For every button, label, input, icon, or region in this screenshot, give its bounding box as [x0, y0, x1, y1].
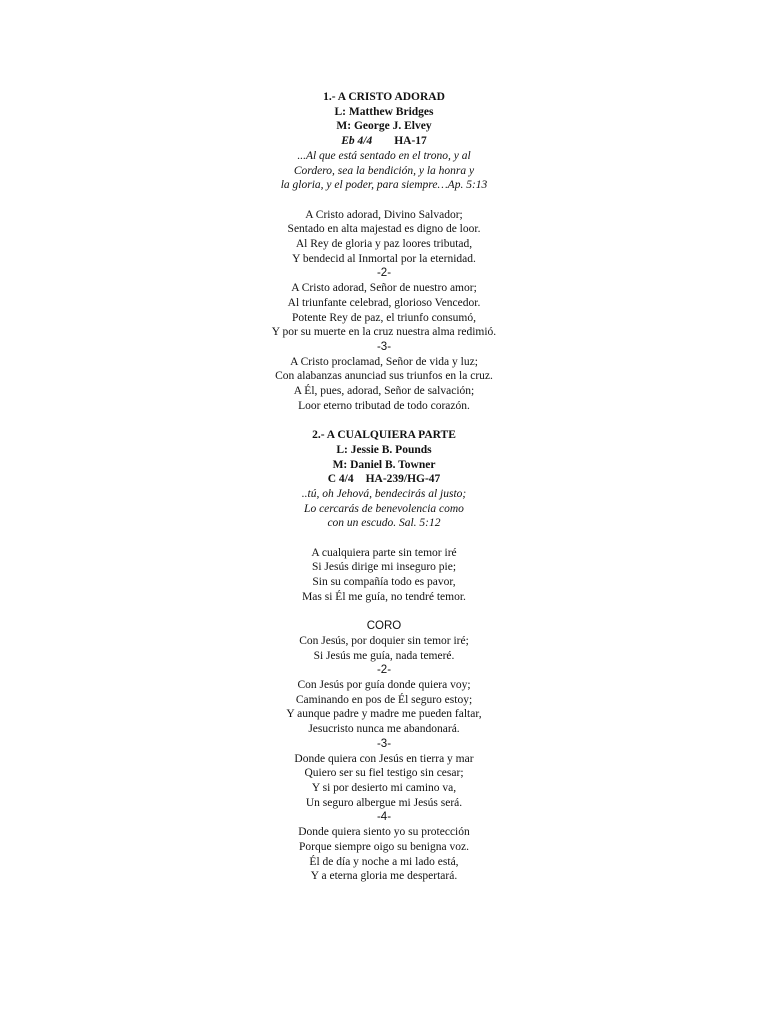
lyric-line: Él de día y noche a mi lado está, — [309, 855, 459, 868]
hymn-verse-1 — [0, 208, 768, 267]
hymn-key: Eb 4/4 — [341, 135, 373, 148]
lyric-line: A cualquiera parte sin temor iré — [311, 546, 457, 559]
verse-number: -4- — [376, 811, 392, 824]
hymn-epigraph — [0, 487, 768, 531]
lyric-line: Porque siempre oigo su benigna voz. — [299, 840, 469, 853]
lyric-line: Donde quiera siento yo su protección — [298, 826, 470, 839]
epigraph-line: ..tú, oh Jehová, bendecirás al justo; — [301, 487, 467, 500]
lyric-line: A Él, pues, adorad, Señor de salvación; — [293, 385, 475, 398]
lyric-line: A Cristo adorad, Señor de nuestro amor; — [291, 282, 477, 295]
lyric-line: Y aunque padre y madre me pueden faltar, — [286, 708, 482, 721]
lyric-line: Con alabanzas anunciad sus triunfos en la cruz. — [275, 370, 493, 383]
hymn-lyricist: L: Matthew Bridges — [334, 105, 434, 118]
verse-number: -3- — [376, 340, 392, 353]
lyric-line: A Cristo proclamad, Señor de vida y luz; — [290, 355, 478, 368]
lyric-line: Quiero ser su fiel testigo sin cesar; — [304, 767, 464, 780]
lyric-line: Y si por desierto mi camino va, — [311, 781, 457, 794]
epigraph-line: Cordero, sea la bendición, y la honra y — [293, 164, 475, 177]
lyric-line: Y a eterna gloria me despertará. — [310, 870, 458, 883]
lyric-line: Jesucristo nunca me abandonará. — [308, 723, 460, 736]
hymn-composer: M: George J. Elvey — [336, 120, 432, 133]
lyric-line: Mas si Él me guía, no tendré temor. — [302, 590, 466, 603]
lyric-line: Donde quiera con Jesús en tierra y mar — [294, 752, 474, 765]
hymn-key-line — [0, 134, 768, 149]
epigraph-line: Lo cercarás de benevolencia como — [304, 502, 464, 515]
hymn-epigraph — [0, 149, 768, 193]
lyric-line: Un seguro albergue mi Jesús será. — [305, 796, 463, 809]
verse-number: -2- — [376, 267, 392, 280]
hymn-key: C 4/4 — [327, 473, 354, 486]
hymn-lyricist: L: Jessie B. Pounds — [336, 443, 432, 456]
hymn-composer: M: Daniel B. Towner — [332, 458, 436, 471]
lyric-line: Al triunfante celebrad, glorioso Vencedor. — [287, 296, 481, 309]
lyric-line: Con Jesús por guía donde quiera voy; — [297, 679, 471, 692]
epigraph-line: con un escudo. Sal. 5:12 — [327, 517, 441, 530]
hymn-code: HA-17 — [394, 135, 427, 148]
hymn-code: HA-239/HG-47 — [365, 473, 441, 486]
lyric-line: Sentado en alta majestad es digno de loor. — [287, 223, 481, 236]
epigraph-line: ...Al que está sentado en el trono, y al — [297, 149, 471, 162]
hymnal-page — [0, 90, 768, 884]
lyric-line: Caminando en pos de Él seguro estoy; — [295, 693, 473, 706]
hymn-verse-2 — [0, 678, 768, 737]
hymn-title: 1.- A CRISTO ADORAD — [323, 91, 445, 103]
verse-number: -2- — [376, 664, 392, 677]
lyric-line: Si Jesús me guía, nada temeré. — [313, 649, 455, 662]
verse-number: -3- — [376, 737, 392, 750]
hymn-chorus — [0, 634, 768, 663]
lyric-line: Y bendecid al Inmortal por la eternidad. — [292, 252, 476, 265]
lyric-line: Y por su muerte en la cruz nuestra alma redimió. — [271, 326, 497, 339]
lyric-line: Loor eterno tributad de todo corazón. — [298, 399, 470, 412]
lyric-line: Al Rey de gloria y paz loores tributad, — [295, 238, 473, 251]
epigraph-line: la gloria, y el poder, para siempre…Ap. 5:13 — [280, 179, 488, 192]
lyric-line: Sin su compañía todo es pavor, — [312, 576, 456, 589]
hymn-verse-4 — [0, 825, 768, 884]
hymn-verse-3 — [0, 752, 768, 811]
hymn-verse-3 — [0, 355, 768, 414]
hymn-1 — [0, 90, 768, 413]
hymn-key-line — [0, 472, 768, 487]
hymn-2 — [0, 428, 768, 884]
lyric-line: Si Jesús dirige mi inseguro pie; — [311, 561, 457, 574]
chorus-label: CORO — [366, 620, 402, 633]
lyric-line: Con Jesús, por doquier sin temor iré; — [299, 634, 469, 647]
lyric-line: A Cristo adorad, Divino Salvador; — [305, 208, 463, 221]
lyric-line: Potente Rey de paz, el triunfo consumó, — [292, 311, 476, 324]
hymn-verse-1 — [0, 546, 768, 605]
hymn-verse-2 — [0, 281, 768, 340]
hymn-title: 2.- A CUALQUIERA PARTE — [312, 429, 456, 442]
